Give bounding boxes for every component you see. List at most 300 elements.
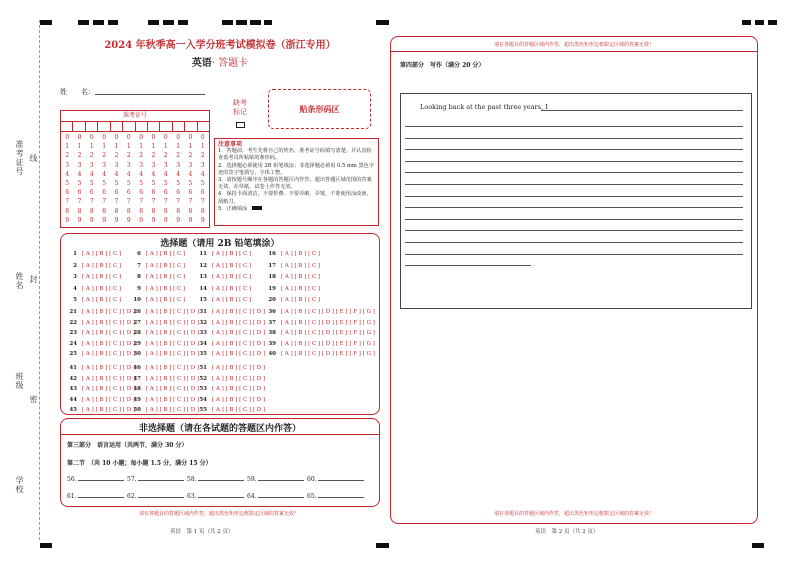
blank-line[interactable]: [258, 497, 304, 498]
question-33[interactable]: [197, 330, 265, 336]
answer-options[interactable]: [ A ] [ B ] [ C ]: [82, 262, 122, 269]
blank-line[interactable]: [258, 480, 304, 481]
question-10[interactable]: [131, 297, 185, 303]
answer-options[interactable]: [ A ] [ B ] [ C ] [ D ]: [212, 365, 266, 371]
question-30[interactable]: [131, 351, 199, 357]
exam-digit-bubble[interactable]: 8: [126, 207, 131, 215]
exam-digit-bubble[interactable]: 2: [151, 152, 156, 160]
exam-digit-row[interactable]: [61, 189, 209, 196]
essay-line[interactable]: [405, 254, 743, 255]
exam-digit-bubble[interactable]: 8: [139, 207, 144, 215]
question-54[interactable]: [197, 397, 265, 403]
blank-line[interactable]: [78, 480, 124, 481]
exam-digit-bubble[interactable]: 9: [200, 216, 205, 224]
answer-options[interactable]: [ A ] [ B ] [ C ]: [82, 251, 122, 257]
fill-example-mark: [252, 206, 262, 210]
exam-digit-bubble[interactable]: 3: [65, 161, 70, 169]
exam-digit-bubble[interactable]: 0: [77, 134, 82, 141]
exam-digit-bubble[interactable]: 9: [139, 216, 144, 224]
answer-options[interactable]: [ A ] [ B ] [ C ] [ D ]: [82, 396, 136, 403]
timing-mark: [40, 543, 52, 548]
exam-digit-bubble[interactable]: 7: [176, 198, 181, 206]
essay-line[interactable]: [405, 242, 743, 243]
exam-digit-bubble[interactable]: 0: [151, 134, 156, 141]
answer-options[interactable]: [ A ] [ B ] [ C ] [ D ]: [146, 396, 200, 403]
answer-options[interactable]: [ A ] [ B ] [ C ]: [82, 285, 122, 292]
question-15[interactable]: [197, 297, 251, 303]
question-14[interactable]: [197, 286, 251, 292]
blank-field[interactable]: [247, 493, 304, 500]
exam-digit-bubble[interactable]: 7: [139, 198, 144, 206]
exam-digit-bubble[interactable]: 4: [102, 170, 107, 178]
question-50[interactable]: [131, 407, 199, 413]
exam-digit-bubble[interactable]: 9: [102, 216, 107, 224]
answer-options[interactable]: [ A ] [ B ] [ C ] [ D ]: [212, 319, 266, 326]
exam-digit-bubble[interactable]: 3: [200, 161, 205, 169]
question-49[interactable]: [131, 397, 199, 403]
question-42[interactable]: [67, 376, 135, 382]
exam-digit-row[interactable]: [61, 180, 209, 187]
answer-options[interactable]: [ A ] [ B ] [ C ]: [281, 262, 321, 269]
exam-digit-bubble[interactable]: 6: [176, 189, 181, 197]
answer-options[interactable]: [ A ] [ B ] [ C ]: [281, 274, 321, 280]
exam-digit-row[interactable]: [61, 217, 209, 224]
exam-digit-bubble[interactable]: 8: [102, 207, 107, 215]
exam-digit-bubble[interactable]: 4: [188, 170, 193, 178]
exam-digit-bubble[interactable]: 3: [176, 161, 181, 169]
exam-digit-bubble[interactable]: 0: [163, 134, 168, 141]
exam-digit-bubble[interactable]: 6: [65, 189, 70, 197]
question-41[interactable]: [67, 365, 135, 371]
exam-digit-bubble[interactable]: 7: [126, 198, 131, 206]
question-number: 4: [73, 285, 77, 292]
exam-number-entry-row[interactable]: [61, 121, 209, 132]
exam-digit-bubble[interactable]: 5: [102, 180, 107, 187]
question-number: 24: [69, 340, 77, 347]
exam-digit-row[interactable]: [61, 134, 209, 141]
essay-line[interactable]: [405, 126, 743, 127]
exam-digit-bubble[interactable]: 5: [200, 180, 205, 187]
question-number: 50: [133, 407, 141, 413]
exam-digit-bubble[interactable]: 4: [77, 170, 82, 178]
blank-field[interactable]: [307, 476, 364, 483]
exam-digit-bubble[interactable]: 4: [114, 170, 119, 178]
blank-number: 58.: [187, 476, 197, 483]
exam-digit-bubble[interactable]: 5: [176, 180, 181, 187]
blank-field[interactable]: [187, 476, 244, 483]
name-field[interactable]: [95, 94, 205, 95]
exam-digit-bubble[interactable]: 7: [89, 198, 94, 206]
exam-digit-bubble[interactable]: 9: [126, 216, 131, 224]
question-32[interactable]: [197, 320, 265, 326]
exam-digit-bubble[interactable]: 7: [188, 198, 193, 206]
question-23[interactable]: [67, 330, 135, 336]
question-9[interactable]: [131, 286, 185, 292]
exam-digit-bubble[interactable]: 2: [102, 152, 107, 160]
exam-digit-bubble[interactable]: 0: [65, 134, 70, 141]
blank-number: 56.: [67, 476, 77, 483]
question-number: 12: [199, 262, 207, 269]
exam-digit-bubble[interactable]: 6: [163, 189, 168, 197]
exam-digit-bubble[interactable]: 9: [89, 216, 94, 224]
question-22[interactable]: [67, 320, 135, 326]
essay-line[interactable]: [405, 265, 531, 266]
exam-digit-bubble[interactable]: 1: [151, 143, 156, 151]
question-number: 11: [199, 251, 207, 257]
answer-options[interactable]: [ A ] [ B ] [ C ] [ D ]: [146, 375, 200, 382]
question-4[interactable]: [67, 286, 121, 292]
exam-digit-bubble[interactable]: 3: [188, 161, 193, 169]
exam-digit-bubble[interactable]: 7: [114, 198, 119, 206]
question-25[interactable]: [67, 351, 135, 357]
exam-digit-row[interactable]: [61, 171, 209, 178]
blank-line[interactable]: [318, 497, 364, 498]
answer-options[interactable]: [ A ] [ B ] [ C ] [ D ] [ E ] [ F ] [ G ]: [281, 319, 375, 326]
exam-digit-bubble[interactable]: 8: [77, 207, 82, 215]
answer-options[interactable]: [ A ] [ B ] [ C ]: [82, 297, 122, 303]
exam-digit-bubble[interactable]: 7: [200, 198, 205, 206]
exam-digit-bubble[interactable]: 2: [126, 152, 131, 160]
answer-options[interactable]: [ A ] [ B ] [ C ] [ D ]: [212, 396, 266, 403]
essay-line[interactable]: [405, 172, 743, 173]
essay-line[interactable]: [405, 207, 743, 208]
exam-digit-bubble[interactable]: 7: [65, 198, 70, 206]
answer-options[interactable]: [ A ] [ B ] [ C ]: [212, 262, 252, 269]
answer-options[interactable]: [ A ] [ B ] [ C ] [ D ]: [146, 309, 200, 315]
answer-options[interactable]: [ A ] [ B ] [ C ] [ D ]: [82, 365, 136, 371]
exam-digit-bubble[interactable]: 2: [176, 152, 181, 160]
question-27[interactable]: [131, 320, 199, 326]
exam-digit-bubble[interactable]: 6: [200, 189, 205, 197]
blank-line[interactable]: [78, 497, 124, 498]
exam-digit-bubble[interactable]: 6: [139, 189, 144, 197]
question-35[interactable]: [197, 351, 265, 357]
exam-digit-bubble[interactable]: 8: [200, 207, 205, 215]
exam-digit-bubble[interactable]: 4: [89, 170, 94, 178]
question-29[interactable]: [131, 341, 199, 347]
exam-digit-bubble[interactable]: 3: [151, 161, 156, 169]
blank-number: 64.: [247, 493, 257, 500]
exam-digit-bubble[interactable]: 0: [200, 134, 205, 141]
exam-digit-bubble[interactable]: 2: [200, 152, 205, 160]
exam-digit-bubble[interactable]: 5: [139, 180, 144, 187]
question-7[interactable]: [131, 263, 185, 269]
question-6[interactable]: [131, 251, 185, 257]
exam-digit-bubble[interactable]: 1: [139, 143, 144, 151]
blank-field[interactable]: [247, 476, 304, 483]
exam-digit-bubble[interactable]: 1: [77, 143, 82, 151]
exam-digit-bubble[interactable]: 8: [151, 207, 156, 215]
exam-digit-bubble[interactable]: 5: [188, 180, 193, 187]
exam-digit-bubble[interactable]: 3: [89, 161, 94, 169]
essay-line[interactable]: [405, 161, 743, 162]
exam-digit-bubble[interactable]: 3: [139, 161, 144, 169]
exam-number-grid[interactable]: [60, 110, 210, 228]
answer-options[interactable]: [ A ] [ B ] [ C ] [ D ]: [146, 330, 200, 336]
exam-digit-bubble[interactable]: 4: [65, 170, 70, 178]
exam-digit-bubble[interactable]: 0: [139, 134, 144, 141]
answer-options[interactable]: [ A ] [ B ] [ C ]: [212, 251, 252, 257]
question-12[interactable]: [197, 263, 251, 269]
answer-options[interactable]: [ A ] [ B ] [ C ] [ D ]: [146, 340, 200, 347]
blank-field[interactable]: [307, 493, 364, 500]
question-number: 1: [73, 251, 77, 257]
question-19[interactable]: [266, 286, 320, 292]
answer-options[interactable]: [ A ] [ B ] [ C ] [ D ] [ E ] [ F ] [ G ]: [281, 351, 375, 357]
exam-digit-bubble[interactable]: 9: [163, 216, 168, 224]
exam-digit-bubble[interactable]: 9: [77, 216, 82, 224]
exam-digit-row[interactable]: [61, 152, 209, 159]
question-18[interactable]: [266, 274, 320, 280]
answer-options[interactable]: [ A ] [ B ] [ C ] [ D ]: [146, 351, 200, 357]
blank-line[interactable]: [138, 480, 184, 481]
exam-digit-bubble[interactable]: 1: [114, 143, 119, 151]
exam-digit-row[interactable]: [61, 162, 209, 169]
answer-options[interactable]: [ A ] [ B ] [ C ] [ D ]: [146, 319, 200, 326]
exam-digit-bubble[interactable]: 7: [102, 198, 107, 206]
exam-digit-bubble[interactable]: 3: [163, 161, 168, 169]
essay-line[interactable]: [405, 138, 743, 139]
exam-digit-bubble[interactable]: 9: [176, 216, 181, 224]
exam-digit-bubble[interactable]: 7: [163, 198, 168, 206]
answer-options[interactable]: [ A ] [ B ] [ C ]: [146, 274, 186, 280]
answer-options[interactable]: [ A ] [ B ] [ C ] [ D ]: [82, 407, 136, 413]
answer-options[interactable]: [ A ] [ B ] [ C ] [ D ]: [146, 386, 200, 392]
question-number: 55: [199, 407, 207, 413]
exam-digit-bubble[interactable]: 1: [176, 143, 181, 151]
question-34[interactable]: [197, 341, 265, 347]
question-45[interactable]: [67, 407, 135, 413]
exam-digit-bubble[interactable]: 0: [126, 134, 131, 141]
exam-digit-bubble[interactable]: 0: [188, 134, 193, 141]
answer-options[interactable]: [ A ] [ B ] [ C ]: [146, 262, 186, 269]
answer-options[interactable]: [ A ] [ B ] [ C ] [ D ]: [82, 309, 136, 315]
question-1[interactable]: [67, 251, 121, 257]
exam-digit-bubble[interactable]: 5: [89, 180, 94, 187]
question-13[interactable]: [197, 274, 251, 280]
exam-digit-bubble[interactable]: 1: [89, 143, 94, 151]
blank-field[interactable]: [187, 493, 244, 500]
exam-digit-bubble[interactable]: 8: [163, 207, 168, 215]
question-28[interactable]: [131, 330, 199, 336]
question-36[interactable]: [266, 309, 375, 315]
exam-digit-bubble[interactable]: 8: [65, 207, 70, 215]
question-21[interactable]: [67, 309, 135, 315]
answer-options[interactable]: [ A ] [ B ] [ C ] [ D ] [ E ] [ F ] [ G ]: [281, 330, 375, 336]
exam-digit-bubble[interactable]: 2: [163, 152, 168, 160]
exam-digit-bubble[interactable]: 1: [188, 143, 193, 151]
exam-digit-bubble[interactable]: 3: [114, 161, 119, 169]
question-number: 14: [199, 285, 207, 292]
exam-digit-row[interactable]: [61, 208, 209, 215]
exam-digit-bubble[interactable]: 4: [176, 170, 181, 178]
answer-options[interactable]: [ A ] [ B ] [ C ] [ D ]: [82, 330, 136, 336]
answer-options[interactable]: [ A ] [ B ] [ C ]: [82, 274, 122, 280]
exam-digit-bubble[interactable]: 4: [126, 170, 131, 178]
blank-field[interactable]: [127, 476, 184, 483]
answer-options[interactable]: [ A ] [ B ] [ C ] [ D ]: [82, 319, 136, 326]
exam-digit-bubble[interactable]: 0: [102, 134, 107, 141]
exam-digit-bubble[interactable]: 2: [188, 152, 193, 160]
divider: [391, 51, 757, 52]
question-2[interactable]: [67, 263, 121, 269]
answer-options[interactable]: [ A ] [ B ] [ C ]: [281, 285, 321, 292]
exam-digit-bubble[interactable]: 9: [188, 216, 193, 224]
answer-options[interactable]: [ A ] [ B ] [ C ] [ D ]: [82, 375, 136, 382]
exam-digit-bubble[interactable]: 8: [176, 207, 181, 215]
question-43[interactable]: [67, 386, 135, 392]
answer-options[interactable]: [ A ] [ B ] [ C ]: [212, 297, 252, 303]
exam-digit-bubble[interactable]: 8: [114, 207, 119, 215]
answer-options[interactable]: [ A ] [ B ] [ C ]: [281, 297, 321, 303]
question-16[interactable]: [266, 251, 320, 257]
exam-digit-bubble[interactable]: 1: [126, 143, 131, 151]
exam-digit-bubble[interactable]: 2: [65, 152, 70, 160]
exam-digit-bubble[interactable]: 5: [163, 180, 168, 187]
question-17[interactable]: [266, 263, 320, 269]
exam-digit-bubble[interactable]: 5: [126, 180, 131, 187]
exam-digit-bubble[interactable]: 5: [65, 180, 70, 187]
question-40[interactable]: [266, 351, 375, 357]
exam-digit-bubble[interactable]: 3: [126, 161, 131, 169]
exam-digit-bubble[interactable]: 7: [77, 198, 82, 206]
answer-options[interactable]: [ A ] [ B ] [ C ] [ D ]: [212, 309, 266, 315]
exam-digit-row[interactable]: [61, 143, 209, 150]
question-26[interactable]: [131, 309, 199, 315]
exam-digit-bubble[interactable]: 4: [139, 170, 144, 178]
answer-options[interactable]: [ A ] [ B ] [ C ] [ D ]: [212, 330, 266, 336]
answer-options[interactable]: [ A ] [ B ] [ C ]: [281, 251, 321, 257]
answer-options[interactable]: [ A ] [ B ] [ C ] [ D ] [ E ] [ F ] [ G ]: [281, 309, 375, 315]
question-8[interactable]: [131, 274, 185, 280]
question-number: 28: [133, 330, 141, 336]
question-55[interactable]: [197, 407, 265, 413]
question-31[interactable]: [197, 309, 265, 315]
exam-digit-bubble[interactable]: 6: [77, 189, 82, 197]
essay-line[interactable]: [405, 184, 743, 185]
essay-line[interactable]: [541, 110, 743, 111]
exam-digit-bubble[interactable]: 5: [151, 180, 156, 187]
exam-digit-bubble[interactable]: 4: [151, 170, 156, 178]
question-20[interactable]: [266, 297, 320, 303]
exam-digit-bubble[interactable]: 6: [89, 189, 94, 197]
exam-digit-bubble[interactable]: 1: [65, 143, 70, 151]
exam-digit-bubble[interactable]: 1: [200, 143, 205, 151]
blank-field[interactable]: [67, 476, 124, 483]
answer-options[interactable]: [ A ] [ B ] [ C ] [ D ]: [82, 340, 136, 347]
exam-digit-bubble[interactable]: 1: [102, 143, 107, 151]
question-51[interactable]: [197, 365, 265, 371]
timing-mark: [78, 20, 118, 25]
question-46[interactable]: [131, 365, 199, 371]
exam-digit-row[interactable]: [61, 198, 209, 205]
question-47[interactable]: [131, 376, 199, 382]
exam-digit-bubble[interactable]: 7: [151, 198, 156, 206]
answer-options[interactable]: [ A ] [ B ] [ C ]: [146, 285, 186, 292]
answer-options[interactable]: [ A ] [ B ] [ C ] [ D ]: [212, 407, 266, 413]
answer-options[interactable]: [ A ] [ B ] [ C ] [ D ]: [82, 386, 136, 392]
question-48[interactable]: [131, 386, 199, 392]
exam-digit-bubble[interactable]: 5: [114, 180, 119, 187]
exam-digit-bubble[interactable]: 8: [188, 207, 193, 215]
exam-digit-bubble[interactable]: 2: [139, 152, 144, 160]
exam-digit-bubble[interactable]: 2: [114, 152, 119, 160]
answer-options[interactable]: [ A ] [ B ] [ C ] [ D ] [ E ] [ F ] [ G ]: [281, 340, 375, 347]
answer-options[interactable]: [ A ] [ B ] [ C ] [ D ]: [212, 386, 266, 392]
exam-digit-bubble[interactable]: 3: [77, 161, 82, 169]
question-39[interactable]: [266, 341, 375, 347]
answer-options[interactable]: [ A ] [ B ] [ C ] [ D ]: [82, 351, 136, 357]
question-53[interactable]: [197, 386, 265, 392]
absent-checkbox[interactable]: [236, 122, 245, 128]
exam-digit-bubble[interactable]: 0: [176, 134, 181, 141]
blank-field[interactable]: [67, 493, 124, 500]
essay-line[interactable]: [405, 230, 743, 231]
blank-line[interactable]: [318, 480, 364, 481]
blank-field[interactable]: [127, 493, 184, 500]
exam-digit-bubble[interactable]: 3: [102, 161, 107, 169]
exam-digit-bubble[interactable]: 6: [151, 189, 156, 197]
answer-options[interactable]: [ A ] [ B ] [ C ] [ D ]: [146, 365, 200, 371]
binding-line: [39, 20, 40, 540]
answer-options[interactable]: [ A ] [ B ] [ C ]: [146, 251, 186, 257]
answer-options[interactable]: [ A ] [ B ] [ C ]: [212, 285, 252, 292]
question-3[interactable]: [67, 274, 121, 280]
blank-line[interactable]: [198, 480, 244, 481]
choice-heading: 选择题（请用 2B 铅笔填涂）: [160, 239, 280, 249]
exam-digit-bubble[interactable]: 8: [89, 207, 94, 215]
exam-digit-bubble[interactable]: 2: [77, 152, 82, 160]
question-number: 52: [199, 375, 207, 382]
exam-digit-bubble[interactable]: 4: [163, 170, 168, 178]
exam-digit-bubble[interactable]: 9: [151, 216, 156, 224]
exam-digit-bubble[interactable]: 5: [77, 180, 82, 187]
answer-options[interactable]: [ A ] [ B ] [ C ] [ D ]: [212, 340, 266, 347]
question-37[interactable]: [266, 320, 375, 326]
essay-line[interactable]: [405, 196, 743, 197]
question-5[interactable]: [67, 297, 121, 303]
answer-options[interactable]: [ A ] [ B ] [ C ] [ D ]: [146, 407, 200, 413]
essay-box[interactable]: [400, 93, 752, 309]
question-number: 21: [69, 309, 77, 315]
answer-options[interactable]: [ A ] [ B ] [ C ]: [146, 297, 186, 303]
answer-options[interactable]: [ A ] [ B ] [ C ] [ D ]: [212, 351, 266, 357]
blank-line[interactable]: [198, 497, 244, 498]
exam-digit-bubble[interactable]: 6: [188, 189, 193, 197]
question-44[interactable]: [67, 397, 135, 403]
exam-digit-bubble[interactable]: 9: [65, 216, 70, 224]
exam-digit-bubble[interactable]: 4: [200, 170, 205, 178]
exam-digit-bubble[interactable]: 2: [89, 152, 94, 160]
question-38[interactable]: [266, 330, 375, 336]
answer-options[interactable]: [ A ] [ B ] [ C ]: [212, 274, 252, 280]
timing-mark: [148, 20, 188, 25]
essay-line[interactable]: [405, 219, 743, 220]
question-24[interactable]: [67, 341, 135, 347]
exam-digit-bubble[interactable]: 0: [89, 134, 94, 141]
exam-digit-bubble[interactable]: 6: [126, 189, 131, 197]
essay-line[interactable]: [405, 149, 743, 150]
exam-digit-bubble[interactable]: 0: [114, 134, 119, 141]
exam-digit-bubble[interactable]: 6: [102, 189, 107, 197]
blank-line[interactable]: [138, 497, 184, 498]
question-11[interactable]: [197, 251, 251, 257]
exam-digit-bubble[interactable]: 1: [163, 143, 168, 151]
exam-digit-bubble[interactable]: 9: [114, 216, 119, 224]
question-52[interactable]: [197, 376, 265, 382]
answer-options[interactable]: [ A ] [ B ] [ C ] [ D ]: [212, 375, 266, 382]
exam-digit-bubble[interactable]: 6: [114, 189, 119, 197]
